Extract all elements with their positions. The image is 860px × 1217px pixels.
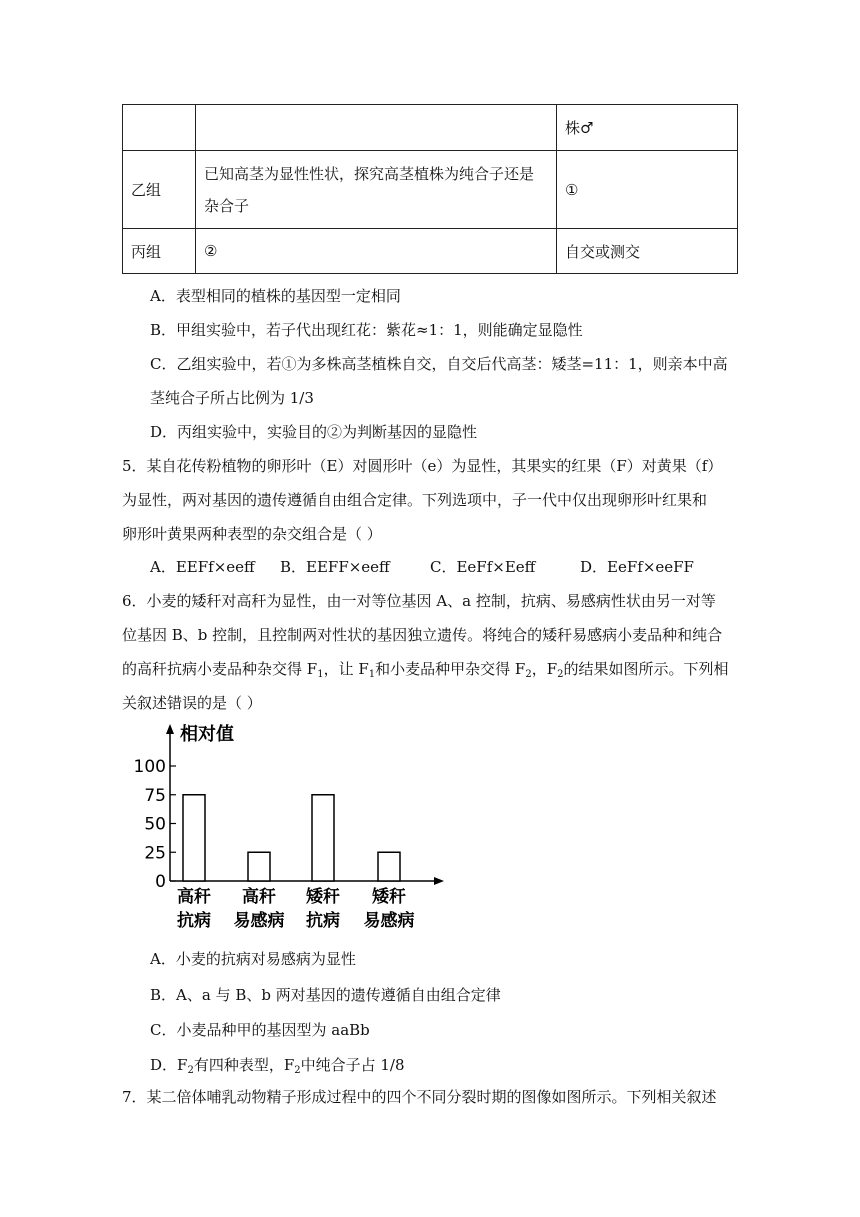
experiment-table	[122, 104, 738, 274]
y-tick-label: 0	[155, 872, 166, 892]
y-tick-label: 100	[133, 757, 166, 777]
table-cell-group: 乙组	[123, 151, 196, 229]
y-axis-label: 相对值	[180, 724, 234, 745]
table-cell-method: 自交或测交	[557, 229, 738, 274]
q5-stem-line: 5．某自花传粉植物的卵形叶（E）对圆形叶（e）为显性，其果实的红果（F）对黄果（f）	[122, 457, 723, 475]
category-label: 抗病	[306, 911, 340, 931]
q6-text: 和小麦品种甲杂交得 F	[375, 660, 526, 678]
table-cell-desc: ②	[196, 229, 557, 274]
y-tick-label: 75	[144, 785, 166, 806]
table-cell-desc: 已知高茎为显性性状，探究高茎植株为纯合子还是杂合子	[196, 151, 557, 229]
y-tick-label: 50	[144, 814, 166, 835]
q6-stem-line: 6．小麦的矮秆对高秆为显性，由一对等位基因 A、a 控制，抗病、易感病性状由另一对等	[122, 592, 716, 610]
y-axis-arrow	[166, 724, 174, 734]
q5-option-a: A．EEFf×eeff	[150, 558, 255, 576]
table-row	[123, 105, 738, 151]
q6-text: ，让 F	[323, 660, 369, 678]
table-cell-desc	[196, 105, 557, 151]
q5-option-c: C．EeFf×Eeff	[430, 558, 536, 576]
q6-option-d	[150, 1054, 405, 1076]
q6-stem-line	[122, 658, 729, 680]
q4-option-a: A．表型相同的植株的基因型一定相同	[150, 287, 401, 305]
q6-option-c: C．小麦品种甲的基因型为 aaBb	[150, 1021, 370, 1039]
subscript: 2	[525, 669, 532, 680]
q6-option-a: A．小麦的抗病对易感病为显性	[150, 950, 356, 968]
category-labels	[177, 886, 415, 931]
category-label: 矮秆	[372, 887, 406, 907]
q6-stem-line: 关叙述错误的是（ ）	[122, 694, 262, 712]
category-label: 矮秆	[306, 887, 340, 907]
bars	[183, 795, 400, 881]
subscript: 2	[294, 1065, 301, 1076]
table-cell-group: 丙组	[123, 229, 196, 274]
bar	[312, 795, 334, 881]
bar	[248, 852, 270, 881]
subscript: 1	[317, 669, 324, 680]
q7-stem-line: 7．某二倍体哺乳动物精子形成过程中的四个不同分裂时期的图像如图所示。下列相关叙述	[122, 1088, 717, 1106]
q5-option-b: B．EEFF×eeff	[280, 558, 390, 576]
q6-text: D．F	[150, 1056, 188, 1074]
q5-stem-line: 卵形叶黄果两种表型的杂交组合是（ ）	[122, 525, 382, 543]
category-label: 抗病	[177, 911, 211, 931]
table-cell-group	[123, 105, 196, 151]
q6-text: 中纯合子占 1/8	[300, 1056, 405, 1074]
q4-option-c-cont: 茎纯合子所占比例为 1/3	[150, 389, 314, 407]
category-label: 高秆	[177, 887, 211, 907]
table-cell-method: 株♂	[557, 105, 738, 151]
bar	[378, 852, 400, 881]
bar	[183, 795, 205, 881]
subscript: 2	[557, 669, 564, 680]
category-label: 高秆	[242, 887, 276, 907]
q6-text: 的高秆抗病小麦品种杂交得 F	[122, 660, 318, 678]
category-label: 易感病	[363, 911, 415, 931]
q4-option-c: C．乙组实验中，若①为多株高茎植株自交，自交后代高茎：矮茎=11：1，则亲本中高	[150, 355, 728, 373]
subscript: 2	[187, 1065, 194, 1076]
table-row	[123, 229, 738, 274]
y-tick-label: 25	[144, 843, 166, 864]
table-cell-method: ①	[557, 151, 738, 229]
q4-option-d: D．丙组实验中，实验目的②为判断基因的显隐性	[150, 423, 478, 441]
q5-option-d: D．EeFf×eeFF	[580, 558, 694, 576]
x-axis-arrow	[434, 877, 444, 885]
q4-option-b: B．甲组实验中，若子代出现红花：紫花≈1：1，则能确定显隐性	[150, 321, 583, 339]
q6-stem-line: 位基因 B、b 控制，且控制两对性状的基因独立遗传。将纯合的矮秆易感病小麦品种和纯合	[122, 626, 723, 644]
table-row	[123, 151, 738, 229]
q5-stem-line: 为显性，两对基因的遗传遵循自由组合定律。下列选项中，子一代中仅出现卵形叶红果和	[122, 491, 708, 509]
q6-text: 的结果如图所示。下列相	[563, 660, 729, 678]
q6-text: 有四种表型，F	[193, 1056, 295, 1074]
category-label: 易感病	[233, 911, 285, 931]
subscript: 1	[368, 669, 376, 680]
q6-text: ，F	[531, 660, 558, 678]
bar-chart	[133, 718, 460, 933]
q6-option-b: B．A、a 与 B、b 两对基因的遗传遵循自由组合定律	[150, 986, 501, 1004]
